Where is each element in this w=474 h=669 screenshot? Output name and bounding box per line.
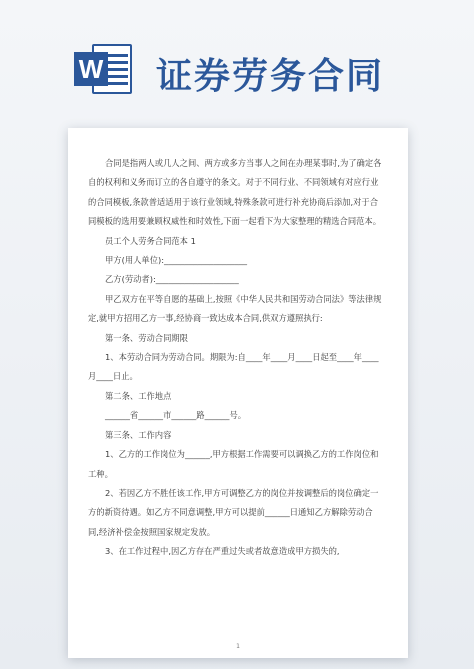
article-2-body: ______省______市______路______号。 — [105, 410, 247, 421]
word-letter-tile: W — [74, 52, 108, 86]
document-body — [88, 154, 383, 562]
party-b-line: 乙方(劳动者):____________________ — [105, 274, 239, 285]
page-number: 1 — [236, 643, 240, 650]
preamble-paragraph: 甲乙双方在平等自愿的基础上,按照《中华人民共和国劳动合同法》等法律规定,就甲方招用乙方一事,经协商一致达成本合同,供双方遵照执行: — [88, 293, 382, 324]
article-2-title: 第二条、工作地点 — [105, 390, 172, 401]
intro-paragraph: 合同是指两人或几人之间、两方或多方当事人之间在办理某事时,为了确定各自的权利和义务而订立的各自遵守的条文。对于不同行业、不同领域有对应行业的合同模板,条款普适适用于该行业领域,特殊条款可进行补充协商后添加,对于合同模板的选用要兼顾权威性和时效性,下面一起看下为大家整理的精选合同范本。 — [88, 158, 382, 227]
word-document-icon — [74, 40, 136, 98]
article-1-body: 1、本劳动合同为劳动合同。期限为:自____年____月____日起至____年____月____日止。 — [88, 352, 379, 382]
header — [0, 0, 474, 116]
article-3-title: 第三条、工作内容 — [105, 429, 172, 440]
template-title: 员工个人劳务合同范本 1 — [105, 235, 196, 246]
party-a-line: 甲方(用人单位):____________________ — [105, 255, 248, 266]
article-3-item-2: 2、若因乙方不胜任该工作,甲方可调整乙方的岗位并按调整后的岗位确定一方的新资待遇。如乙方不同意调整,甲方可以提前______日通知乙方解除劳动合同,经济补偿金按照国家规定发放。 — [88, 487, 379, 537]
article-3-item-3: 3、在工作过程中,因乙方存在严重过失或者故意造成甲方损失的, — [105, 546, 340, 557]
article-1-title: 第一条、劳动合同期限 — [105, 332, 188, 343]
document-page — [68, 128, 408, 658]
document-heading: 证券劳务合同 — [156, 56, 385, 97]
article-3-item-1: 1、乙方的工作岗位为______,甲方根据工作需要可以调换乙方的工作岗位和工种。 — [88, 449, 379, 479]
